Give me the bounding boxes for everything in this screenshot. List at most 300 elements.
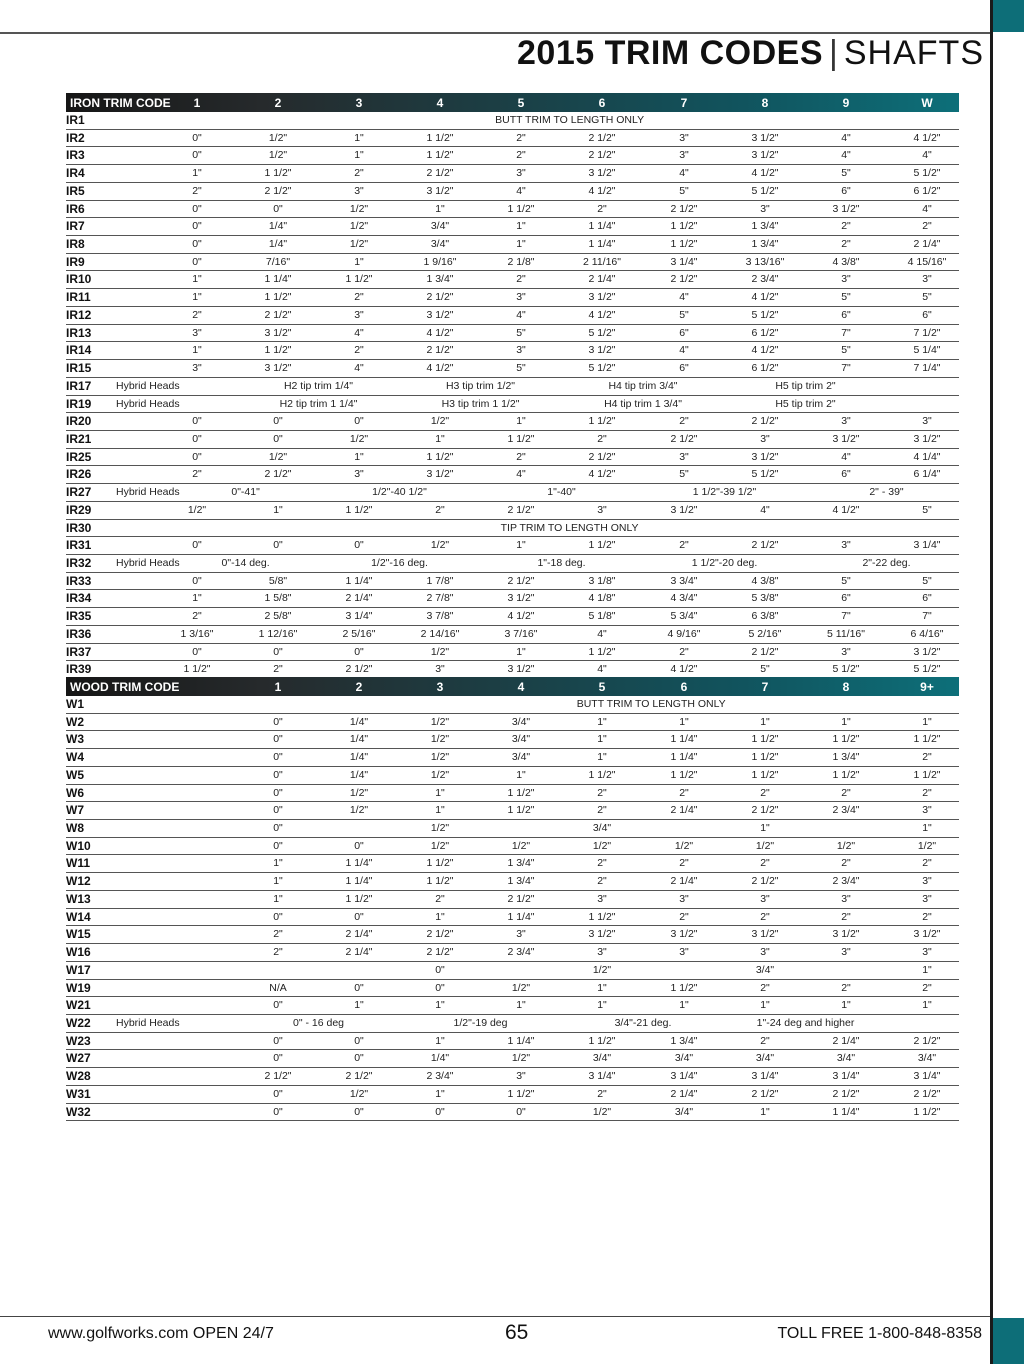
- table-cell: 3": [922, 946, 932, 959]
- table-cell: 1": [597, 733, 607, 746]
- table-cell: 1 1/4": [588, 220, 616, 233]
- table-cell: 0": [192, 645, 202, 658]
- table-cell: 1": [435, 786, 445, 799]
- spanning-note: 1/2"-40 1/2": [372, 486, 427, 499]
- table-cell: 1 1/2": [426, 149, 454, 162]
- table-cell: 1": [192, 291, 202, 304]
- table-cell: 4 9/16": [667, 627, 701, 640]
- table-cell: 5": [841, 344, 851, 357]
- table-cell: 0": [192, 574, 202, 587]
- iron-header-row: [66, 93, 959, 112]
- table-cell: 2 5/16": [342, 627, 376, 640]
- table-cell: 1": [435, 432, 445, 445]
- table-cell: 3 13/16": [745, 255, 785, 268]
- table-cell: 1/4": [268, 238, 288, 251]
- table-cell: 3": [516, 344, 526, 357]
- table-cell: 5": [760, 663, 770, 676]
- table-cell: 6": [841, 184, 851, 197]
- table-cell: 0": [192, 450, 202, 463]
- iron-header-col: 5: [517, 96, 525, 110]
- table-cell: 2": [679, 539, 689, 552]
- table-cell: 2 1/2": [507, 503, 535, 516]
- table-cell: 0": [273, 822, 283, 835]
- table-cell: 0": [273, 1105, 283, 1118]
- table-row: [66, 307, 959, 325]
- trim-code: W7: [66, 803, 84, 818]
- table-cell: 1/2": [430, 715, 450, 728]
- table-cell: 1 1/2": [588, 1034, 616, 1047]
- table-cell: 3/4": [430, 238, 450, 251]
- table-cell: 4 1/2": [751, 167, 779, 180]
- trim-code: IR2: [66, 130, 85, 145]
- table-cell: 1/2": [430, 768, 450, 781]
- table-cell: 2 1/2": [264, 184, 292, 197]
- table-cell: 1 1/4": [264, 273, 292, 286]
- table-row: [66, 802, 959, 820]
- table-cell: 4 1/8": [588, 592, 616, 605]
- table-cell: 0": [273, 999, 283, 1012]
- table-cell: 1 1/2": [913, 768, 941, 781]
- table-cell: 3/4": [511, 751, 531, 764]
- table-cell: 3 1/2": [913, 928, 941, 941]
- table-cell: 3": [841, 946, 851, 959]
- table-row: [66, 502, 959, 520]
- table-cell: 2 1/2": [751, 539, 779, 552]
- table-cell: 3 1/4": [670, 255, 698, 268]
- table-cell: 1 1/2": [588, 539, 616, 552]
- table-cell: 2 5/8": [264, 610, 292, 623]
- table-cell: 1/2": [187, 503, 207, 516]
- table-cell: 3": [192, 362, 202, 375]
- table-cell: 7 1/2": [913, 326, 941, 339]
- table-cell: 2": [679, 910, 689, 923]
- table-row: [66, 537, 959, 555]
- title-bold: 2015 TRIM CODES: [517, 34, 824, 72]
- table-cell: 3/4": [836, 1052, 856, 1065]
- table-cell: 0": [273, 715, 283, 728]
- table-cell: 0": [354, 415, 364, 428]
- table-cell: 1 1/2": [426, 857, 454, 870]
- table-cell: 1 1/2": [588, 645, 616, 658]
- table-cell: 2": [192, 610, 202, 623]
- table-cell: 2": [679, 786, 689, 799]
- wood-header-col: 5: [598, 680, 606, 694]
- footer-url[interactable]: www.golfworks.com OPEN 24/7: [48, 1325, 274, 1342]
- table-cell: 3 1/2": [832, 432, 860, 445]
- table-cell: 2 1/2": [751, 415, 779, 428]
- table-cell: 1/2": [268, 149, 288, 162]
- table-cell: 1": [516, 238, 526, 251]
- table-cell: 1": [273, 857, 283, 870]
- table-cell: 2": [922, 751, 932, 764]
- table-cell: 2 3/4": [507, 946, 535, 959]
- table-cell: 7": [922, 610, 932, 623]
- wood-header-col: 4: [517, 680, 525, 694]
- table-cell: 3 1/2": [751, 450, 779, 463]
- table-cell: 4": [354, 362, 364, 375]
- table-cell: 3": [597, 503, 607, 516]
- table-cell: 0": [192, 415, 202, 428]
- table-cell: 3 7/8": [426, 610, 454, 623]
- table-cell: 2 1/2": [426, 946, 454, 959]
- table-cell: 2": [192, 468, 202, 481]
- table-cell: 1": [922, 999, 932, 1012]
- trim-code: IR13: [66, 325, 92, 340]
- table-row: [66, 909, 959, 927]
- table-cell: 3 3/4": [670, 574, 698, 587]
- trim-code: W16: [66, 945, 91, 960]
- table-cell: 0": [192, 238, 202, 251]
- table-row: [66, 873, 959, 891]
- table-cell: 2": [597, 804, 607, 817]
- table-cell: 5 1/2": [751, 308, 779, 321]
- trim-code: W5: [66, 767, 84, 782]
- table-cell: 1/2": [917, 839, 937, 852]
- table-cell: 0": [354, 1034, 364, 1047]
- table-cell: 1": [516, 220, 526, 233]
- table-cell: 1": [516, 415, 526, 428]
- wood-header-col: 2: [355, 680, 363, 694]
- table-cell: 6": [679, 362, 689, 375]
- iron-header-col: W: [921, 96, 933, 110]
- table-cell: 2 3/4": [832, 875, 860, 888]
- table-cell: 0": [354, 645, 364, 658]
- table-cell: 6": [841, 468, 851, 481]
- table-cell: 7/16": [265, 255, 291, 268]
- trim-code: IR21: [66, 431, 92, 446]
- table-cell: 1 1/2": [264, 344, 292, 357]
- table-row: [66, 271, 959, 289]
- table-cell: 2 1/8": [507, 255, 535, 268]
- table-cell: 1 1/4": [345, 574, 373, 587]
- table-row: [66, 891, 959, 909]
- table-cell: 1 1/4": [507, 1034, 535, 1047]
- trim-code: IR35: [66, 609, 92, 624]
- table-row: [66, 767, 959, 785]
- table-cell: 3": [760, 202, 770, 215]
- spanning-note: 1 1/2"-20 deg.: [691, 556, 758, 569]
- table-cell: 2 1/2": [751, 645, 779, 658]
- table-cell: 6 1/4": [913, 468, 941, 481]
- table-cell: 3/4": [755, 963, 775, 976]
- table-cell: 0": [192, 539, 202, 552]
- table-cell: 2 1/2": [588, 149, 616, 162]
- table-cell: 5": [841, 167, 851, 180]
- table-cell: 2 1/4": [345, 592, 373, 605]
- trim-code: IR34: [66, 591, 92, 606]
- table-cell: 1/2": [755, 839, 775, 852]
- table-cell: 3 1/4": [345, 610, 373, 623]
- table-cell: 2 1/4": [670, 804, 698, 817]
- table-cell: 3/4": [917, 1052, 937, 1065]
- side-accent-bottom: [993, 1318, 1024, 1364]
- table-cell: 1 1/2": [670, 220, 698, 233]
- table-cell: 1/2": [349, 220, 369, 233]
- table-cell: 1 1/2": [507, 1087, 535, 1100]
- trim-code: W27: [66, 1051, 91, 1066]
- wood-header-col: 1: [274, 680, 282, 694]
- table-cell: 3 1/2": [264, 326, 292, 339]
- table-cell: 4": [516, 468, 526, 481]
- table-cell: 2 1/4": [913, 238, 941, 251]
- table-cell: 5 3/4": [670, 610, 698, 623]
- table-cell: 5 1/8": [588, 610, 616, 623]
- spanning-note: TIP TRIM TO LENGTH ONLY: [500, 521, 639, 534]
- wood-header-row: [66, 677, 959, 696]
- table-cell: 1": [841, 999, 851, 1012]
- table-cell: 1 1/4": [670, 733, 698, 746]
- table-row: [66, 289, 959, 307]
- trim-code: W23: [66, 1033, 91, 1048]
- table-row: [66, 944, 959, 962]
- table-cell: 1": [516, 999, 526, 1012]
- iron-header-label: IRON TRIM CODE: [70, 96, 171, 110]
- table-cell: 3 1/4": [832, 1070, 860, 1083]
- trim-code: W19: [66, 980, 91, 995]
- table-cell: 3 1/2": [832, 202, 860, 215]
- table-row: [66, 1086, 959, 1104]
- spanning-note: H3 tip trim 1 1/2": [441, 397, 520, 410]
- table-row: [66, 449, 959, 467]
- table-cell: 2 1/2": [751, 804, 779, 817]
- table-cell: 2": [760, 857, 770, 870]
- footer-phone: TOLL FREE 1-800-848-8358: [777, 1325, 982, 1342]
- table-cell: 2 1/2": [751, 1087, 779, 1100]
- table-cell: 4 1/2": [426, 326, 454, 339]
- spanning-note: H5 tip trim 2": [775, 397, 836, 410]
- table-cell: 2": [922, 857, 932, 870]
- table-cell: 5": [516, 326, 526, 339]
- table-cell: 0": [192, 432, 202, 445]
- table-cell: 1 1/2": [507, 432, 535, 445]
- table-cell: 5 2/16": [748, 627, 782, 640]
- table-cell: 2 1/2": [670, 273, 698, 286]
- trim-code: W14: [66, 909, 91, 924]
- table-cell: 0": [273, 1087, 283, 1100]
- wood-header-col: 7: [761, 680, 769, 694]
- title-light: SHAFTS: [843, 34, 984, 72]
- table-cell: 2 1/2": [426, 167, 454, 180]
- table-cell: 0": [273, 768, 283, 781]
- table-cell: 2 1/2": [345, 663, 373, 676]
- table-row: [66, 785, 959, 803]
- table-row: [66, 962, 959, 980]
- table-cell: 1": [760, 1105, 770, 1118]
- spanning-note: H2 tip trim 1/4": [283, 379, 354, 392]
- table-cell: 4 1/2": [588, 308, 616, 321]
- table-cell: 1 3/4": [751, 220, 779, 233]
- table-cell: 1 1/2": [507, 804, 535, 817]
- table-cell: 4 1/2": [588, 468, 616, 481]
- trim-code: W2: [66, 714, 84, 729]
- table-cell: 1": [922, 715, 932, 728]
- table-cell: 6": [922, 592, 932, 605]
- trim-code: W12: [66, 874, 91, 889]
- table-cell: 3": [841, 415, 851, 428]
- table-cell: 1 3/4": [832, 751, 860, 764]
- table-cell: 3": [516, 1070, 526, 1083]
- table-cell: 4": [597, 663, 607, 676]
- table-cell: 1 9/16": [423, 255, 457, 268]
- table-cell: 5 1/2": [751, 468, 779, 481]
- table-cell: 1 3/4": [507, 875, 535, 888]
- table-row: [66, 201, 959, 219]
- table-cell: 3": [354, 184, 364, 197]
- table-cell: 2 14/16": [420, 627, 460, 640]
- table-cell: 1 1/2": [264, 167, 292, 180]
- table-cell: 2": [841, 238, 851, 251]
- trim-code: IR25: [66, 449, 92, 464]
- table-row: [66, 360, 959, 378]
- table-row: [66, 696, 959, 714]
- table-cell: 5 1/2": [832, 663, 860, 676]
- table-cell: 3": [922, 875, 932, 888]
- table-cell: 2 1/2": [426, 928, 454, 941]
- table-cell: 5": [516, 362, 526, 375]
- table-row: [66, 396, 959, 414]
- trim-code: W10: [66, 838, 91, 853]
- table-cell: 2": [922, 910, 932, 923]
- trim-code: W28: [66, 1069, 91, 1084]
- table-cell: 2 1/2": [832, 1087, 860, 1100]
- table-cell: 3 1/2": [832, 928, 860, 941]
- table-cell: 3": [354, 308, 364, 321]
- table-cell: 4 3/8": [751, 574, 779, 587]
- table-cell: 0": [192, 220, 202, 233]
- trim-code: IR4: [66, 166, 85, 181]
- table-cell: 2 1/4": [670, 875, 698, 888]
- table-row: [66, 183, 959, 201]
- table-cell: 3": [760, 892, 770, 905]
- table-cell: 5": [922, 574, 932, 587]
- table-cell: 4 1/2": [507, 610, 535, 623]
- table-cell: 1": [435, 910, 445, 923]
- wood-trim-table: [66, 677, 959, 1121]
- table-cell: 3 1/2": [588, 167, 616, 180]
- table-cell: 1": [516, 645, 526, 658]
- table-cell: 2": [597, 786, 607, 799]
- table-cell: 1": [760, 715, 770, 728]
- table-cell: 1 1/2": [426, 875, 454, 888]
- table-cell: 1 1/2": [588, 415, 616, 428]
- trim-code: IR6: [66, 201, 85, 216]
- table-cell: 7": [841, 610, 851, 623]
- table-cell: 0": [273, 1052, 283, 1065]
- table-row: [66, 1068, 959, 1086]
- table-cell: 2": [354, 291, 364, 304]
- table-cell: 1 1/2": [345, 503, 373, 516]
- table-cell: 1": [922, 822, 932, 835]
- trim-code: IR10: [66, 272, 92, 287]
- table-cell: 2 1/2": [264, 1070, 292, 1083]
- trim-code: IR30: [66, 520, 92, 535]
- trim-code: W11: [66, 856, 91, 871]
- trim-code: W8: [66, 821, 84, 836]
- spanning-note: 1/2"-19 deg: [453, 1016, 508, 1029]
- table-cell: 1 1/2": [345, 273, 373, 286]
- row-note: Hybrid Heads: [116, 556, 180, 569]
- table-cell: 1 1/2": [913, 1105, 941, 1118]
- table-cell: 2 1/2": [264, 308, 292, 321]
- table-cell: 3": [841, 539, 851, 552]
- table-cell: 1": [435, 202, 445, 215]
- table-cell: 3": [679, 131, 689, 144]
- table-cell: 1": [192, 167, 202, 180]
- table-cell: 2": [597, 875, 607, 888]
- table-cell: 1": [922, 963, 932, 976]
- table-cell: 3": [354, 468, 364, 481]
- spanning-note: H5 tip trim 2": [775, 379, 836, 392]
- trim-code: IR26: [66, 467, 92, 482]
- table-cell: 5 1/2": [588, 362, 616, 375]
- table-row: [66, 838, 959, 856]
- table-row: [66, 820, 959, 838]
- table-cell: 3/4": [511, 715, 531, 728]
- side-accent-top: [993, 0, 1024, 32]
- iron-trim-table: [66, 93, 959, 679]
- table-cell: 4 3/4": [670, 592, 698, 605]
- table-cell: 1": [192, 592, 202, 605]
- table-row: [66, 926, 959, 944]
- table-cell: 2": [922, 220, 932, 233]
- table-cell: 1": [435, 999, 445, 1012]
- table-cell: 2 1/2": [751, 875, 779, 888]
- table-cell: 1": [760, 822, 770, 835]
- table-cell: 2": [679, 415, 689, 428]
- table-cell: 3 1/2": [507, 592, 535, 605]
- table-cell: 1/2": [349, 1087, 369, 1100]
- table-cell: 0": [435, 981, 445, 994]
- table-cell: 1 1/2": [588, 768, 616, 781]
- table-cell: 4": [354, 326, 364, 339]
- table-row: [66, 520, 959, 538]
- table-cell: 3": [679, 450, 689, 463]
- trim-code: W15: [66, 927, 91, 942]
- page-title: [517, 34, 984, 73]
- table-cell: 0": [192, 202, 202, 215]
- table-cell: 5": [679, 184, 689, 197]
- table-cell: 0": [192, 255, 202, 268]
- table-cell: 1 1/2": [751, 768, 779, 781]
- table-cell: 1 1/4": [345, 857, 373, 870]
- table-cell: 4": [679, 344, 689, 357]
- table-cell: 0": [516, 1105, 526, 1118]
- table-cell: 0": [273, 751, 283, 764]
- table-cell: 0": [273, 733, 283, 746]
- table-cell: 1": [354, 149, 364, 162]
- table-cell: 1 3/4": [751, 238, 779, 251]
- table-cell: 1": [597, 999, 607, 1012]
- table-cell: 3": [841, 273, 851, 286]
- table-cell: 4 1/2": [426, 362, 454, 375]
- table-row: [66, 980, 959, 998]
- table-cell: 2 11/16": [583, 255, 621, 268]
- table-cell: 2 1/2": [264, 468, 292, 481]
- table-cell: 1 3/4": [426, 273, 454, 286]
- table-cell: 1/2": [836, 839, 856, 852]
- trim-code: W3: [66, 732, 84, 747]
- table-cell: 6 1/2": [913, 184, 941, 197]
- table-cell: 5": [841, 291, 851, 304]
- table-cell: 1": [354, 131, 364, 144]
- table-cell: 1/2": [430, 751, 450, 764]
- trim-code: IR5: [66, 183, 85, 198]
- table-cell: 6 4/16": [910, 627, 944, 640]
- table-cell: 1 1/2": [751, 751, 779, 764]
- table-cell: 4 1/2": [751, 344, 779, 357]
- table-cell: 4": [597, 627, 607, 640]
- table-cell: 3": [192, 326, 202, 339]
